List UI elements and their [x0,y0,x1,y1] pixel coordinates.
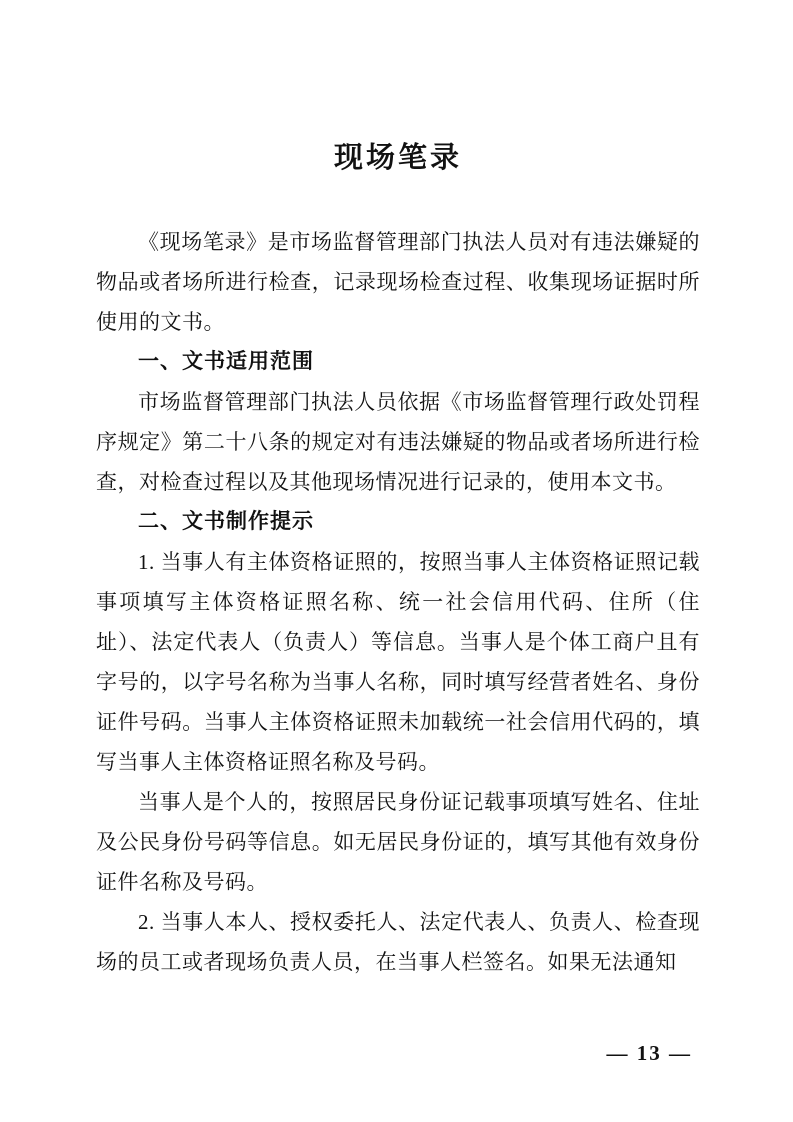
tip-paragraph-2: 当事人是个人的，按照居民身份证记载事项填写姓名、住址及公民身份号码等信息。如无居民身份证的，填写其他有效身份证件名称及号码。 [96,790,700,894]
document-content [96,0,700,982]
tip-paragraph-3: 2. 当事人本人、授权委托人、法定代表人、负责人、检查现场的员工或者现场负责人员，在当事人栏签名。如果无法通知 [96,910,700,974]
intro-paragraph: 《现场笔录》是市场监督管理部门执法人员对有违法嫌疑的物品或者场所进行检查，记录现场检查过程、收集现场证据时所使用的文书。 [96,230,700,334]
page-title: 现场笔录 [333,142,462,174]
section-heading-scope: 一、文书适用范围 [138,350,314,373]
section-heading-tips: 二、文书制作提示 [138,510,314,533]
scope-paragraph: 市场监督管理部门执法人员依据《市场监督管理行政处罚程序规定》第二十八条的规定对有违法嫌疑的物品或者场所进行检查，对检查过程以及其他现场情况进行记录的，使用本文书。 [96,390,700,494]
tip-paragraph-1: 1. 当事人有主体资格证照的，按照当事人主体资格证照记载事项填写主体资格证照名称、统一社会信用代码、住所（住址）、法定代表人（负责人）等信息。当事人是个体工商户且有字号的，以字号名称为当事人名称，同时填写经营者姓名、身份证件号码。当事人主体资格证照未加载统一社会信用代码的，填写当事人主体资格证照名称及号码。 [96,550,700,774]
page-number: — 13 — [606,1041,692,1065]
